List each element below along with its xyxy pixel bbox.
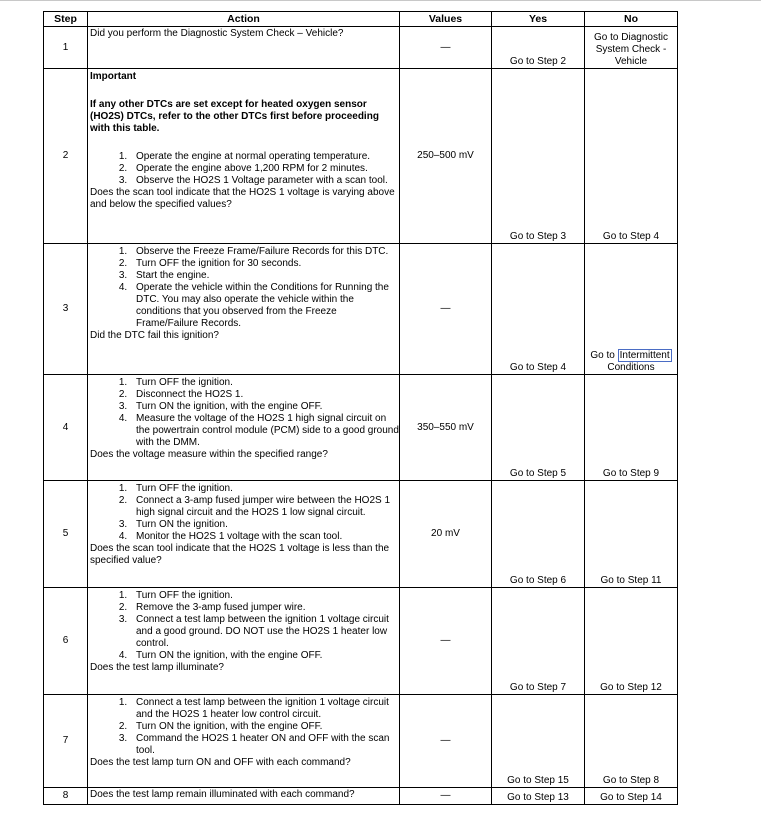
- yes-cell: Go to Step 6: [492, 481, 585, 588]
- yes-cell: Go to Step 4: [492, 244, 585, 375]
- header-row: [44, 12, 678, 27]
- action-step: 3. Command the HO2S 1 heater ON and OFF with the scan tool.: [130, 733, 399, 757]
- table-row-step-5: [44, 481, 678, 588]
- action-step: 3. Turn ON the ignition, with the engine OFF.: [130, 401, 399, 413]
- action-step: 3. Turn ON the ignition.: [130, 519, 399, 531]
- values-cell: —: [400, 244, 492, 375]
- header-step: Step: [44, 12, 88, 27]
- action-step: 4. Measure the voltage of the HO2S 1 high signal circuit on the powertrain control module (PCM) side to a good ground with the DMM.: [130, 413, 399, 449]
- action-question: Does the test lamp turn ON and OFF with each command?: [90, 757, 351, 768]
- diagnostic-table: [43, 11, 678, 805]
- step-number: 5: [44, 481, 88, 588]
- yes-cell: Go to Step 3: [492, 69, 585, 244]
- action-cell: [88, 244, 400, 375]
- action-step: 3. Observe the HO2S 1 Voltage parameter with a scan tool.: [130, 175, 399, 187]
- no-cell: Go to Step 14: [585, 788, 678, 805]
- table-row-step-2: [44, 69, 678, 244]
- action-question: Does the test lamp illuminate?: [90, 662, 224, 673]
- action-cell: [88, 69, 400, 244]
- action-step: 4. Monitor the HO2S 1 voltage with the scan tool.: [130, 531, 399, 543]
- action-question: Does the scan tool indicate that the HO2S 1 voltage is less than the specified value?: [90, 543, 390, 566]
- top-divider: [0, 0, 761, 1]
- step-number: 3: [44, 244, 88, 375]
- no-cell: Go to Step 9: [585, 375, 678, 481]
- yes-cell: Go to Step 7: [492, 588, 585, 695]
- action-step: 2. Remove the 3-amp fused jumper wire.: [130, 602, 399, 614]
- values-cell: 350–550 mV: [400, 375, 492, 481]
- action-cell: [88, 788, 400, 805]
- action-cell: [88, 695, 400, 788]
- action-step: 2. Disconnect the HO2S 1.: [130, 389, 399, 401]
- action-step: 4. Operate the vehicle within the Conditions for Running the DTC. You may also operate the vehicle within the conditions that you observed from the Freeze Frame/Failure Records.: [130, 282, 399, 330]
- no-cell: Go to Step 11: [585, 481, 678, 588]
- values-cell: —: [400, 788, 492, 805]
- action-step: 3. Connect a test lamp between the ignition 1 voltage circuit and a good ground. DO NOT use the HO2S 1 heater low control.: [130, 614, 399, 650]
- step-number: 8: [44, 788, 88, 805]
- action-steps: [88, 483, 399, 543]
- yes-cell: Go to Step 5: [492, 375, 585, 481]
- no-cell: Go to Step 12: [585, 588, 678, 695]
- no-cell: Go to Step 8: [585, 695, 678, 788]
- action-step: 1. Turn OFF the ignition.: [130, 590, 399, 602]
- action-question: Did you perform the Diagnostic System Check – Vehicle?: [90, 28, 344, 39]
- values-cell: 250–500 mV: [400, 69, 492, 244]
- table-row-step-1: [44, 27, 678, 69]
- step-number: 2: [44, 69, 88, 244]
- action-steps: [88, 377, 399, 449]
- table-row-step-3: [44, 244, 678, 375]
- step-number: 4: [44, 375, 88, 481]
- values-cell: —: [400, 695, 492, 788]
- yes-cell: Go to Step 15: [492, 695, 585, 788]
- step-number: 7: [44, 695, 88, 788]
- table-row-step-7: [44, 695, 678, 788]
- table-row-step-6: [44, 588, 678, 695]
- step-number: 1: [44, 27, 88, 69]
- action-cell: [88, 588, 400, 695]
- action-cell: [88, 375, 400, 481]
- action-question: Does the test lamp remain illuminated with each command?: [90, 789, 355, 800]
- action-step: 2. Turn ON the ignition, with the engine OFF.: [130, 721, 399, 733]
- action-step: 4. Turn ON the ignition, with the engine OFF.: [130, 650, 399, 662]
- action-step: 1. Operate the engine at normal operating temperature.: [130, 151, 399, 163]
- table-row-step-8: [44, 788, 678, 805]
- values-cell: 20 mV: [400, 481, 492, 588]
- no-cell: [585, 244, 678, 375]
- action-step: 1. Turn OFF the ignition.: [130, 483, 399, 495]
- important-title: Important: [90, 71, 137, 82]
- action-cell: [88, 27, 400, 69]
- yes-cell: Go to Step 13: [492, 788, 585, 805]
- no-cell: Go to Diagnostic System Check - Vehicle: [585, 27, 678, 69]
- action-step: 1. Observe the Freeze Frame/Failure Records for this DTC.: [130, 246, 399, 258]
- action-steps: [88, 697, 399, 757]
- table-row-step-4: [44, 375, 678, 481]
- header-yes: Yes: [492, 12, 585, 27]
- action-question: Does the scan tool indicate that the HO2S 1 voltage is varying above and below the specified values?: [90, 187, 395, 210]
- no-suffix: Conditions: [607, 362, 655, 373]
- action-question: Did the DTC fail this ignition?: [90, 330, 219, 341]
- action-step: 2. Operate the engine above 1,200 RPM for 2 minutes.: [130, 163, 399, 175]
- action-step: 1. Turn OFF the ignition.: [130, 377, 399, 389]
- important-text: If any other DTCs are set except for heated oxygen sensor (HO2S) DTCs, refer to the other DTCs first before proceeding with this table.: [90, 99, 379, 134]
- header-values: Values: [400, 12, 492, 27]
- no-prefix: Go to: [590, 350, 615, 361]
- action-steps: [88, 590, 399, 662]
- header-no: No: [585, 12, 678, 27]
- action-step: 1. Connect a test lamp between the ignition 1 voltage circuit and the HO2S 1 heater low control circuit.: [130, 697, 399, 721]
- action-cell: [88, 481, 400, 588]
- yes-cell: Go to Step 2: [492, 27, 585, 69]
- action-question: Does the voltage measure within the specified range?: [90, 449, 328, 460]
- step-number: 6: [44, 588, 88, 695]
- action-steps: [88, 246, 399, 330]
- header-action: Action: [88, 12, 400, 27]
- action-step: 2. Connect a 3-amp fused jumper wire between the HO2S 1 high signal circuit and the HO2S 1 low signal circuit.: [130, 495, 399, 519]
- values-cell: —: [400, 588, 492, 695]
- action-steps: [88, 151, 399, 187]
- action-step: 2. Turn OFF the ignition for 30 seconds.: [130, 258, 399, 270]
- action-step: 3. Start the engine.: [130, 270, 399, 282]
- intermittent-conditions-link[interactable]: Intermittent: [619, 350, 670, 361]
- values-cell: —: [400, 27, 492, 69]
- no-cell: Go to Step 4: [585, 69, 678, 244]
